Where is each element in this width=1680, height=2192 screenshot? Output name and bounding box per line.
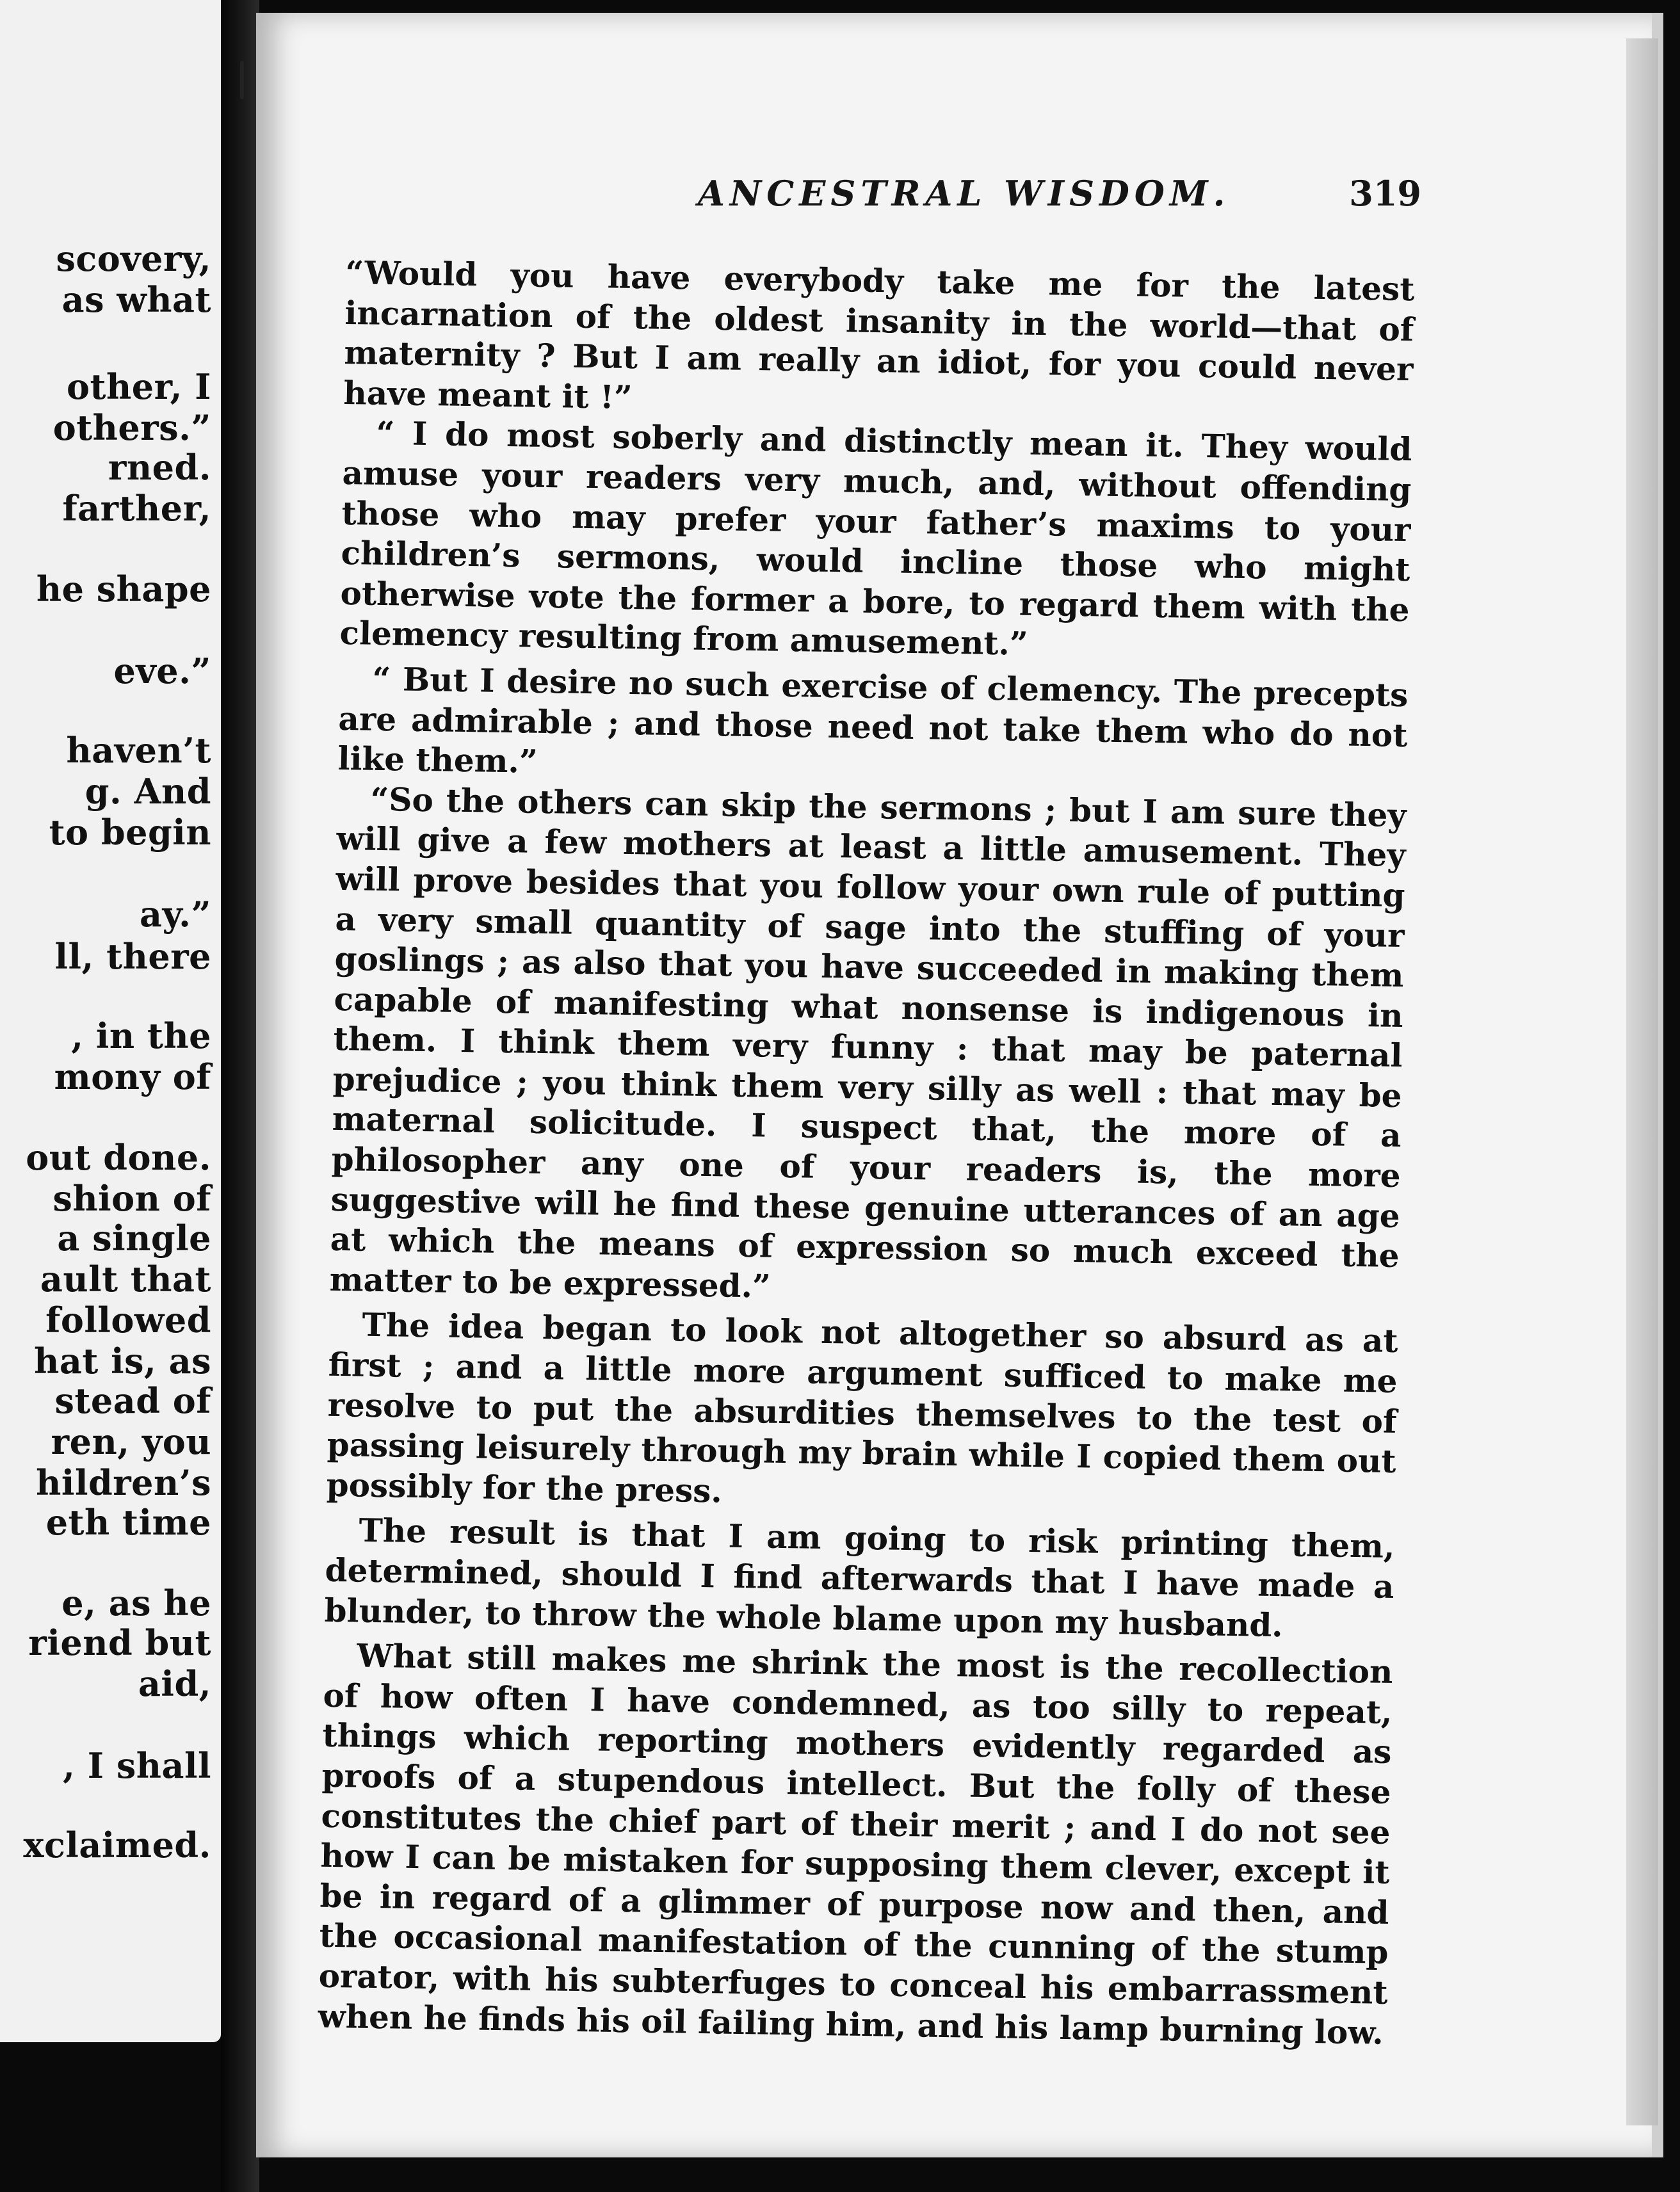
running-head: ANCESTRAL WISDOM. xyxy=(698,173,1231,214)
paragraph: “Would you have everybody take me for the latest incarnation of the oldest insanity in the world—that of maternity ? But I am really an idiot, for you could never have meant it !” xyxy=(343,253,1415,416)
paragraph: “So the others can skip the sermons ; but I am sure they will give a few mothers at least a little amusement. They will prove besides that you follow your own rule of putting a very small quantity of sage into the stuffing of your goslings ; as also that you have succeeded in making them capable of manifesting what nonsense is indigenous in them. I think them very funny : that may be paternal prejudice ; you think them very silly as well : that may be maternal solicitude. I suspect that, the more of a philosopher any one of your readers is, the more suggestive will he find these genuine utterances of an age at which the means of expression so much exceed the matter to be expressed.” xyxy=(329,780,1407,1305)
previous-page-fragment xyxy=(0,0,221,2042)
previous-page-line: others.” xyxy=(52,407,211,448)
previous-page-line: he shape xyxy=(36,568,211,609)
previous-page-line: stead of xyxy=(54,1380,211,1421)
previous-page-line: followed xyxy=(45,1300,211,1341)
previous-page-line: to begin xyxy=(49,812,211,853)
book-gutter xyxy=(221,0,259,2192)
previous-page-line: , in the xyxy=(71,1015,211,1056)
previous-page-line: xclaimed. xyxy=(23,1825,211,1866)
paragraph: The idea began to look not altogether so absurd as at first ; and a little more argument sufficed to make me resolve to put the absurdities themselves to the test of passing leisurely through my brain while I copied them out possibly for the press. xyxy=(326,1306,1398,1510)
previous-page-line: farther, xyxy=(62,488,211,529)
previous-page-line: ay.” xyxy=(139,894,211,935)
previous-page-line: mony of xyxy=(54,1056,211,1097)
previous-page-line: as what xyxy=(61,279,211,320)
gutter-mark xyxy=(240,61,244,99)
previous-page-line: a single xyxy=(57,1218,211,1259)
paragraph: “ I do most soberly and distinctly mean it. They would amuse your readers very much, and, without offending those who may prefer your father’s maxims to your children’s sermons, would incline those who might otherwise vote the former a bore, to regard them with the clemency resulting from amusement.” xyxy=(339,414,1412,663)
previous-page-line: riend but xyxy=(28,1622,211,1663)
previous-page-line: out done. xyxy=(26,1137,211,1178)
previous-page-line: e, as he xyxy=(61,1583,211,1624)
previous-page-line: rned. xyxy=(108,447,211,488)
previous-page-line: scovery, xyxy=(56,238,211,279)
previous-page-line: eth time xyxy=(45,1502,211,1543)
page-header xyxy=(435,173,1434,230)
page-body xyxy=(318,253,1415,2053)
previous-page-line: shion of xyxy=(52,1178,211,1219)
previous-page-line: hat is, as xyxy=(34,1341,211,1382)
paragraph: What still makes me shrink the most is the recollection of how often I have condemned, as too silly to repeat, things which reporting mothers evidently regarded as proofs of a stupendous intellect. But the folly of these constitutes the chief part of their merit ; and I do not see how I can be mistaken for supposing them clever, except it be in regard of a glimmer of purpose now and then, and the occasional manifestation of the cunning of the stump orator, with his subterfuges to conceal his embarrassment when he finds his oil failing him, and his lamp burning low. xyxy=(318,1636,1393,2052)
paragraph: “ But I desire no such exercise of clemency. The precepts are admirable ; and those need not take them who do not like them.” xyxy=(337,659,1409,780)
paragraph: The result is that I am going to risk printing them, determined, should I find afterwards that I have made a blunder, to throw the whole blame upon my husband. xyxy=(324,1511,1395,1644)
previous-page-line: aid, xyxy=(138,1663,211,1704)
previous-page-line: haven’t xyxy=(66,730,211,771)
previous-page-line: eve.” xyxy=(113,650,211,691)
previous-page-line: ll, there xyxy=(54,936,211,977)
previous-page-line: ault that xyxy=(40,1259,211,1300)
previous-page-line: , I shall xyxy=(63,1745,211,1786)
previous-page-line: hildren’s xyxy=(36,1462,211,1503)
page-number: 319 xyxy=(1349,173,1421,214)
previous-page-line: g. And xyxy=(85,771,211,812)
previous-page-line: other, I xyxy=(67,366,211,407)
previous-page-line: ren, you xyxy=(51,1421,211,1462)
page-edge xyxy=(1626,38,1658,2125)
